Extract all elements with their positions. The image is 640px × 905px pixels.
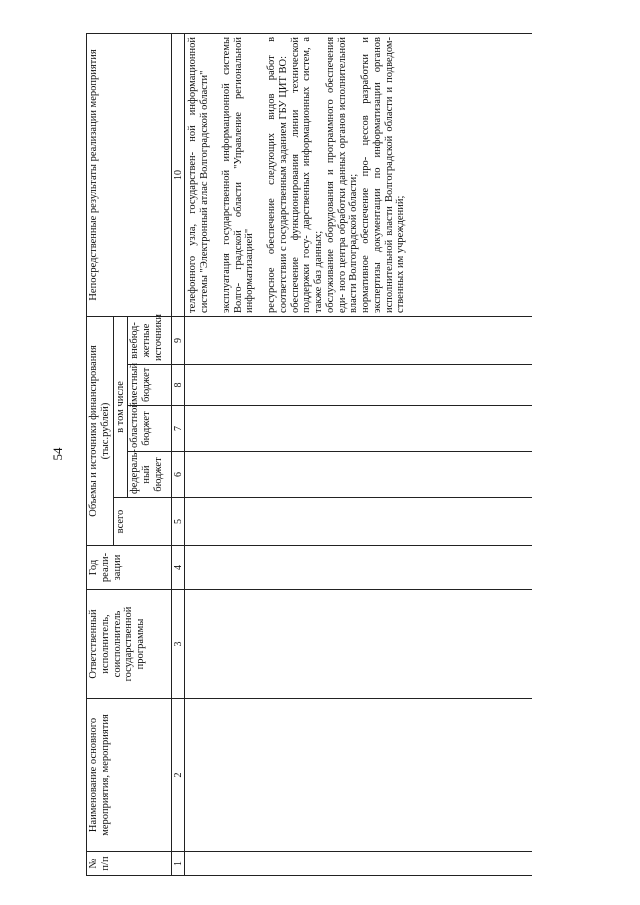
- cell-empty: [185, 365, 533, 406]
- result-paragraph: ресурсное обеспечение следующих видов работ в соответствии с государственным заданием ГБУ ЦИТ ВО:: [266, 36, 289, 313]
- header-responsible: Ответственный исполнитель, соисполнитель государственной программы: [87, 590, 172, 699]
- column-number: 6: [172, 452, 185, 498]
- cell-empty: [185, 498, 533, 546]
- header-number: № п/п: [87, 852, 172, 876]
- results-cell: [185, 33, 533, 316]
- cell-empty: [185, 852, 533, 876]
- cell-empty: [185, 406, 533, 452]
- page-number: 54: [50, 447, 65, 461]
- cell-empty: [185, 590, 533, 699]
- column-number: 7: [172, 406, 185, 452]
- result-paragraph: нормативное обеспечение про- цессов разработки и экспертизы документации по информатизации органов исполнительной власти Волгоградской области и подведом- ственных им учреждений;: [360, 36, 407, 313]
- column-number: 1: [172, 852, 185, 876]
- rotated-table-frame: [86, 34, 554, 876]
- header-year: Год реали- зации: [87, 546, 172, 590]
- result-paragraph: обеспечение функционирования линии технической поддержки госу- дарственных информационных систем, а также баз данных;: [289, 36, 324, 313]
- column-number: 2: [172, 699, 185, 852]
- column-number: 10: [172, 33, 185, 316]
- column-number: 9: [172, 316, 185, 364]
- column-number: 8: [172, 365, 185, 406]
- header-activity-name: Наименование основного мероприятия, мероприятия: [87, 699, 172, 852]
- cell-empty: [185, 316, 533, 364]
- column-number: 3: [172, 590, 185, 699]
- result-paragraph: обслуживание оборудования и программного обеспечения еди- ного центра обработки данных органов исполнительной власти Волгоградской области;: [324, 36, 360, 313]
- cell-empty: [185, 699, 533, 852]
- header-results: Непосредственные результаты реализации мероприятия: [87, 33, 172, 316]
- header-funding: Объемы и источники финансирования (тыс.рублей): [87, 316, 114, 545]
- header-federal: федераль- ный бюджет: [128, 452, 172, 498]
- cell-empty: [185, 452, 533, 498]
- column-number: 4: [172, 546, 185, 590]
- header-local: местный бюджет: [128, 365, 172, 406]
- result-paragraph: эксплуатация государственной информационной системы Волго- градской области "Управление региональной информатизацией": [220, 36, 256, 313]
- header-in-that-number: в том числе: [113, 316, 128, 497]
- program-table: [86, 33, 532, 876]
- header-total: всего: [113, 498, 172, 546]
- header-regional: областной бюджет: [128, 406, 172, 452]
- cell-empty: [185, 546, 533, 590]
- header-extrabudget: внебюд- жетные источники: [128, 316, 172, 364]
- result-paragraph: телефонного узла, государствен- ной информационной системы "Электронный атлас Волгоградской области": [187, 36, 210, 313]
- column-number: 5: [172, 498, 185, 546]
